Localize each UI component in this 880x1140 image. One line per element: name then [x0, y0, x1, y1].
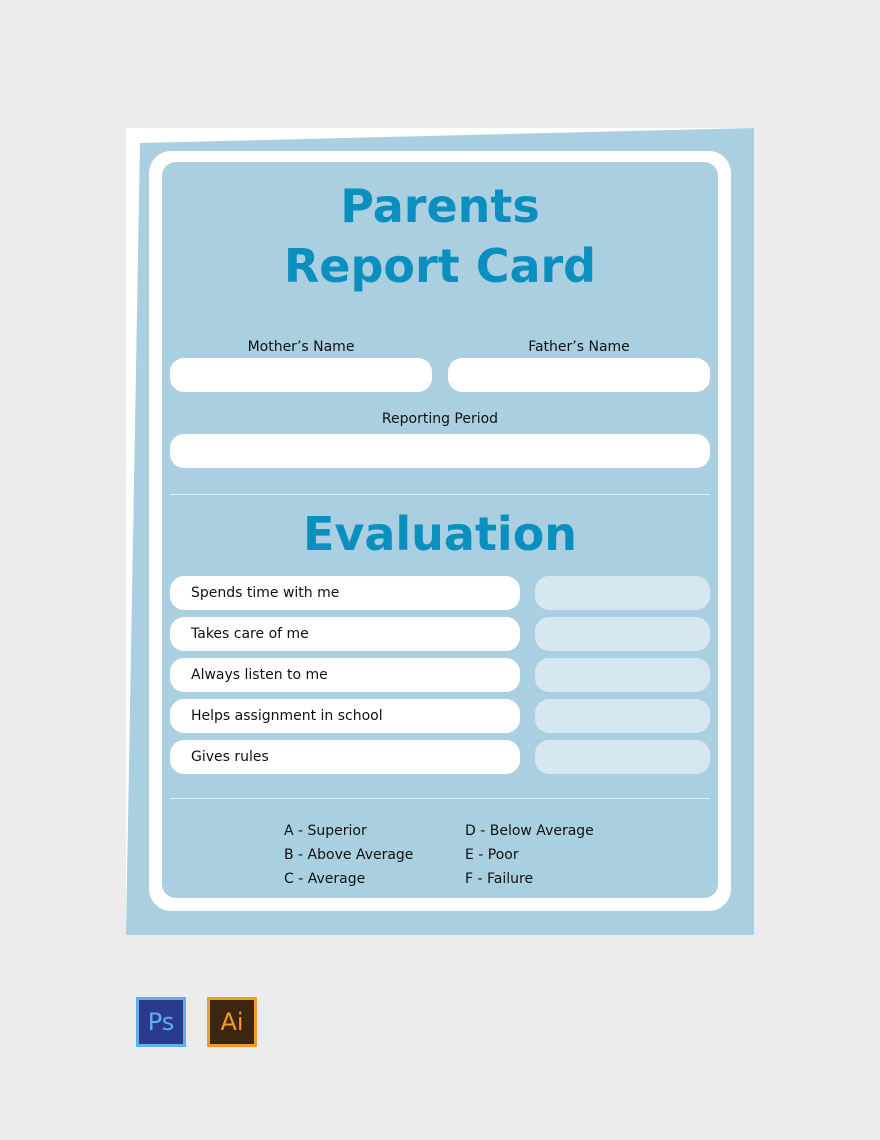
evaluation-grade-field[interactable] — [535, 617, 710, 651]
report-card-panel — [162, 162, 718, 898]
mother-name-label: Mother’s Name — [247, 339, 355, 355]
divider — [170, 798, 710, 799]
grade-legend-item: A - Superior — [284, 823, 367, 839]
father-name-label: Father’s Name — [528, 339, 630, 355]
illustrator-icon[interactable]: Ai — [207, 997, 257, 1047]
evaluation-item-label: Always listen to me — [170, 658, 520, 692]
evaluation-item-label: Gives rules — [170, 740, 520, 774]
evaluation-grade-field[interactable] — [535, 576, 710, 610]
evaluation-grade-field[interactable] — [535, 658, 710, 692]
page-title-line2: Report Card — [283, 239, 597, 293]
grade-legend-item: B - Above Average — [284, 847, 414, 863]
page-title-line1: Parents — [340, 179, 540, 233]
evaluation-grade-field[interactable] — [535, 740, 710, 774]
grade-legend-item: D - Below Average — [465, 823, 594, 839]
divider — [170, 494, 710, 495]
evaluation-heading: Evaluation — [302, 507, 578, 561]
reporting-period-field[interactable] — [170, 434, 710, 468]
evaluation-item-label: Takes care of me — [170, 617, 520, 651]
mother-name-field[interactable] — [170, 358, 432, 392]
evaluation-item-label: Helps assignment in school — [170, 699, 520, 733]
grade-legend-item: C - Average — [284, 871, 366, 887]
photoshop-icon[interactable]: Ps — [136, 997, 186, 1047]
grade-legend-item: F - Failure — [465, 871, 534, 887]
father-name-field[interactable] — [448, 358, 710, 392]
grade-legend-item: E - Poor — [465, 847, 519, 863]
reporting-period-label: Reporting Period — [381, 411, 499, 427]
evaluation-item-label: Spends time with me — [170, 576, 520, 610]
evaluation-grade-field[interactable] — [535, 699, 710, 733]
